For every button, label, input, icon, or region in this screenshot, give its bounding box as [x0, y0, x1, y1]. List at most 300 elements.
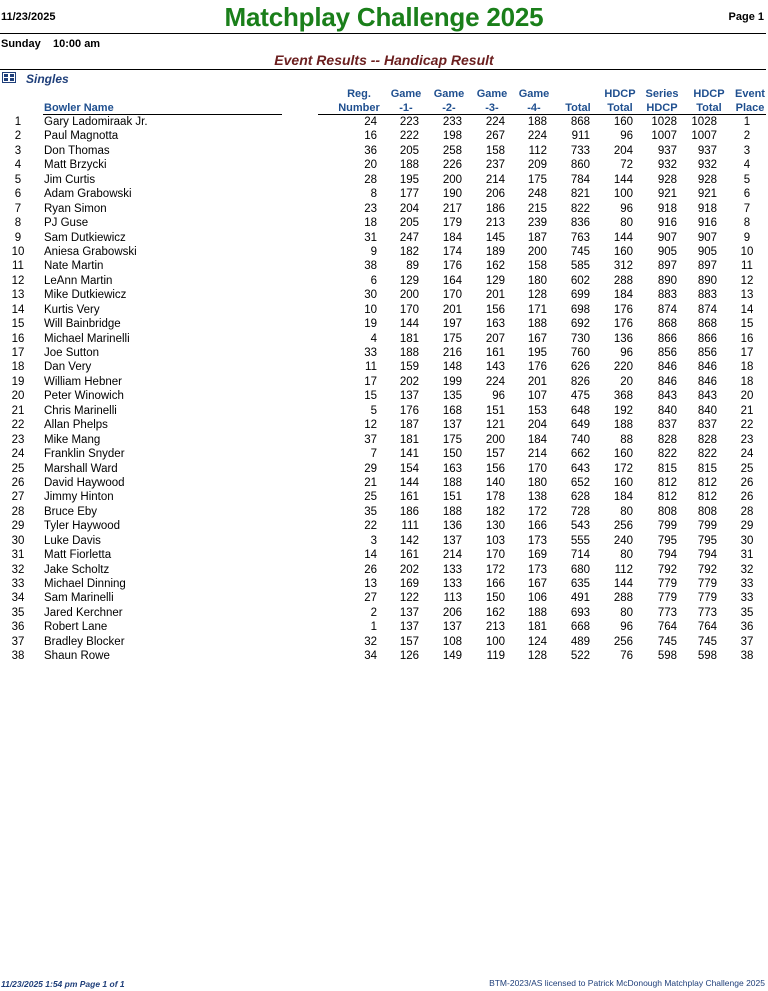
hdcp-total2-cell: 916: [697, 217, 717, 230]
game2-cell: 170: [442, 289, 462, 302]
total-cell: 491: [570, 592, 590, 605]
event-place-cell: 13: [740, 289, 754, 302]
hdcp-total-cell: 312: [613, 260, 633, 273]
series-hdcp-cell: 866: [657, 332, 677, 345]
game3-cell: 178: [485, 491, 505, 504]
hdcp-total-cell: 80: [620, 217, 633, 230]
event-place-cell: 24: [740, 448, 754, 461]
reg-number-cell: 28: [364, 173, 377, 186]
reg-number-cell: 37: [364, 433, 377, 446]
game4-cell: 209: [527, 159, 547, 172]
game1-cell: 137: [399, 390, 419, 403]
report-time: 10:00 am: [53, 38, 101, 50]
hdcp-total2-cell: 779: [697, 592, 717, 605]
game4-cell: 106: [527, 592, 547, 605]
hdcp-total-cell: 160: [613, 116, 633, 128]
hdcp-total-cell: 100: [613, 188, 633, 201]
place-cell: 25: [11, 462, 25, 475]
grid-icon: [2, 72, 16, 83]
hdcp-total-cell: 192: [613, 404, 633, 417]
event-place-cell: 5: [743, 173, 751, 186]
table-row: [0, 173, 768, 187]
hdcp-total2-cell: 937: [697, 144, 717, 157]
reg-number-cell: 14: [364, 549, 377, 562]
game3-cell: 150: [485, 592, 505, 605]
game1-cell: 159: [399, 361, 419, 374]
game4-cell: 180: [527, 476, 547, 489]
report-subtitle: Event Results -- Handicap Result: [274, 52, 494, 68]
hdcp-total2-cell: 815: [697, 462, 717, 475]
bowler-name-cell: Peter Winowich: [44, 390, 124, 403]
hdcp-total2-cell: 905: [697, 245, 717, 258]
reg-number-cell: 31: [364, 231, 377, 244]
total-cell: 692: [570, 318, 590, 331]
table-row: [0, 129, 768, 143]
game3-cell: 130: [485, 520, 505, 533]
hdcp-total-cell: 176: [613, 303, 633, 316]
table-row: [0, 433, 768, 447]
bowler-name-cell: Sam Marinelli: [44, 592, 114, 605]
game4-cell: 176: [527, 361, 547, 374]
table-row: [0, 591, 768, 605]
series-hdcp-cell: 1028: [651, 116, 677, 128]
game1-cell: 188: [399, 347, 419, 359]
reg-number-cell: 19: [364, 318, 377, 331]
hdcp-total-cell: 96: [620, 347, 633, 359]
reg-number-cell: 15: [364, 390, 377, 403]
reg-number-cell: 12: [364, 419, 377, 432]
place-cell: 9: [14, 231, 22, 244]
game4-cell: 173: [527, 563, 547, 576]
hdcp-total2-cell: 921: [697, 188, 717, 201]
table-row: [0, 620, 768, 634]
total-cell: 836: [570, 217, 590, 230]
game4-cell: 214: [527, 448, 547, 461]
place-cell: 24: [11, 448, 25, 461]
hdcp-total2-cell: 745: [697, 635, 717, 648]
series-hdcp-cell: 812: [657, 476, 677, 489]
game4-cell: 188: [527, 116, 547, 128]
footer-timestamp: 11/23/2025 1:54 pm Page 1 of 1: [1, 979, 125, 989]
series-hdcp-cell: 868: [657, 318, 677, 331]
total-cell: 626: [570, 361, 590, 374]
hdcp-total-cell: 76: [620, 650, 633, 663]
place-cell: 37: [11, 635, 25, 648]
hdcp-total2-cell: 846: [697, 375, 717, 388]
table-row: [0, 635, 768, 649]
game3-cell: 156: [485, 462, 505, 475]
hdcp-total-cell: 144: [613, 231, 633, 244]
game1-cell: 205: [399, 217, 419, 230]
game2-cell: 175: [442, 332, 462, 345]
event-place-cell: 9: [743, 231, 751, 244]
hdcp-total-cell: 80: [620, 505, 633, 518]
col-game3-line2: -3-: [485, 102, 499, 114]
series-hdcp-cell: 828: [657, 433, 677, 446]
series-hdcp-cell: 928: [657, 173, 677, 186]
place-cell: 21: [11, 404, 25, 417]
hdcp-total2-cell: 792: [697, 563, 717, 576]
game1-cell: 129: [399, 274, 419, 287]
total-cell: 649: [570, 419, 590, 432]
reg-number-cell: 35: [364, 505, 377, 518]
hdcp-total-cell: 88: [620, 433, 633, 446]
series-hdcp-cell: 856: [657, 347, 677, 359]
hdcp-total-cell: 256: [613, 635, 633, 648]
event-place-cell: 29: [740, 520, 754, 533]
game4-cell: 167: [527, 332, 547, 345]
event-place-cell: 8: [743, 217, 751, 230]
game4-cell: 195: [527, 347, 547, 359]
game3-cell: 157: [485, 448, 505, 461]
hdcp-total2-cell: 868: [697, 318, 717, 331]
game4-cell: 187: [527, 231, 547, 244]
game2-cell: 163: [442, 462, 462, 475]
event-place-cell: 18: [740, 361, 754, 374]
game2-cell: 198: [442, 130, 462, 143]
bowler-name-cell: Michael Marinelli: [44, 332, 130, 345]
place-cell: 17: [11, 347, 25, 359]
game4-cell: 188: [527, 606, 547, 619]
game2-cell: 179: [442, 217, 462, 230]
bowler-name-cell: Dan Very: [44, 361, 92, 374]
place-cell: 12: [11, 274, 25, 287]
total-cell: 628: [570, 491, 590, 504]
game1-cell: 188: [399, 159, 419, 172]
hdcp-total2-cell: 1028: [691, 116, 717, 128]
col-game3-line1: Game: [476, 88, 508, 100]
game4-cell: 181: [527, 621, 547, 634]
reg-number-cell: 32: [364, 635, 377, 648]
bowler-name-cell: Nate Martin: [44, 260, 104, 273]
event-place-cell: 35: [740, 606, 754, 619]
bowler-name-cell: David Haywood: [44, 476, 125, 489]
hdcp-total2-cell: 799: [697, 520, 717, 533]
game1-cell: 161: [399, 549, 419, 562]
event-place-cell: 10: [740, 245, 754, 258]
event-place-cell: 1: [743, 116, 751, 128]
table-row: [0, 216, 768, 230]
game3-cell: 129: [485, 274, 505, 287]
series-hdcp-cell: 846: [657, 375, 677, 388]
bowler-name-cell: William Hebner: [44, 375, 122, 388]
reg-number-cell: 5: [370, 404, 377, 417]
total-cell: 489: [570, 635, 590, 648]
hdcp-total-cell: 160: [613, 245, 633, 258]
game1-cell: 137: [399, 621, 419, 634]
game3-cell: 224: [485, 375, 505, 388]
reg-number-cell: 36: [364, 144, 377, 157]
series-hdcp-cell: 837: [657, 419, 677, 432]
bowler-name-cell: Jake Scholtz: [44, 563, 110, 576]
hdcp-total-cell: 160: [613, 476, 633, 489]
place-cell: 28: [11, 505, 25, 518]
total-cell: 860: [570, 159, 590, 172]
game1-cell: 182: [399, 245, 419, 258]
game3-cell: 224: [485, 116, 505, 128]
section-label: Singles: [26, 72, 69, 86]
reg-number-cell: 13: [364, 578, 377, 590]
report-day: Sunday: [1, 38, 41, 50]
game2-cell: 214: [442, 549, 462, 562]
hdcp-total2-cell: 890: [697, 274, 717, 287]
col-series-line2: HDCP: [646, 102, 678, 114]
game2-cell: 137: [442, 621, 462, 634]
table-row: [0, 447, 768, 461]
col-place-line1: Event: [735, 88, 765, 100]
reg-number-cell: 26: [364, 563, 377, 576]
hdcp-total-cell: 72: [620, 159, 633, 172]
col-hdcp-line1: HDCP: [604, 88, 636, 100]
reg-number-cell: 23: [364, 202, 377, 215]
game4-cell: 175: [527, 173, 547, 186]
game1-cell: 141: [399, 448, 419, 461]
reg-number-cell: 25: [364, 491, 377, 504]
event-place-cell: 30: [740, 534, 754, 547]
series-hdcp-cell: 918: [657, 202, 677, 215]
hdcp-total2-cell: 843: [697, 390, 717, 403]
series-hdcp-cell: 890: [657, 274, 677, 287]
game1-cell: 144: [399, 318, 419, 331]
hdcp-total2-cell: 812: [697, 476, 717, 489]
total-cell: 680: [570, 563, 590, 576]
series-hdcp-cell: 932: [657, 159, 677, 172]
hdcp-total2-cell: 808: [697, 505, 717, 518]
bowler-name-cell: Luke Davis: [44, 534, 101, 547]
hdcp-total-cell: 368: [613, 390, 633, 403]
place-cell: 5: [14, 173, 22, 186]
event-place-cell: 25: [740, 462, 754, 475]
reg-number-cell: 1: [370, 621, 377, 634]
game1-cell: 187: [399, 419, 419, 432]
series-hdcp-cell: 779: [657, 592, 677, 605]
reg-number-cell: 38: [364, 260, 377, 273]
table-row: [0, 490, 768, 504]
reg-number-cell: 3: [370, 534, 377, 547]
table-row: [0, 577, 768, 591]
event-place-cell: 33: [740, 592, 754, 605]
total-cell: 699: [570, 289, 590, 302]
game1-cell: 154: [399, 462, 419, 475]
reg-number-cell: 24: [364, 116, 377, 128]
table-row: [0, 231, 768, 245]
game4-cell: 180: [527, 274, 547, 287]
col-game2-line1: Game: [433, 88, 465, 100]
report-date: 11/23/2025: [1, 11, 56, 23]
hdcp-total-cell: 204: [613, 144, 633, 157]
game1-cell: 142: [399, 534, 419, 547]
place-cell: 36: [11, 621, 25, 634]
total-cell: 728: [570, 505, 590, 518]
game3-cell: 145: [485, 231, 505, 244]
game2-cell: 184: [442, 231, 462, 244]
table-row: [0, 317, 768, 331]
game3-cell: 100: [485, 635, 505, 648]
reg-number-cell: 6: [370, 274, 377, 287]
game3-cell: 158: [485, 144, 505, 157]
reg-number-cell: 11: [365, 361, 377, 374]
reg-number-cell: 10: [364, 303, 377, 316]
table-row: [0, 418, 768, 432]
total-cell: 693: [570, 606, 590, 619]
hdcp-total2-cell: 828: [697, 433, 717, 446]
col-hdcp-total-2: [689, 87, 729, 115]
table-row: [0, 649, 768, 663]
hdcp-total-cell: 144: [613, 173, 633, 186]
hdcp-total2-cell: 822: [697, 448, 717, 461]
game2-cell: 175: [442, 433, 462, 446]
col-game1-line2: -1-: [399, 102, 413, 114]
total-cell: 911: [571, 130, 590, 143]
event-place-cell: 38: [740, 650, 754, 663]
game4-cell: 204: [527, 419, 547, 432]
hdcp-total2-cell: 897: [697, 260, 717, 273]
game2-cell: 176: [442, 260, 462, 273]
game4-cell: 167: [527, 578, 547, 590]
hdcp-total-cell: 176: [613, 318, 633, 331]
hdcp-total-cell: 256: [613, 520, 633, 533]
game1-cell: 222: [399, 130, 419, 143]
table-row: [0, 462, 768, 476]
event-place-cell: 7: [743, 202, 751, 215]
series-hdcp-cell: 794: [657, 549, 677, 562]
game1-cell: 161: [399, 491, 419, 504]
game4-cell: 170: [527, 462, 547, 475]
hdcp-total-cell: 136: [613, 332, 633, 345]
col-series-line1: Series: [645, 88, 679, 100]
hdcp-total-cell: 144: [613, 578, 633, 590]
total-cell: 522: [570, 650, 590, 663]
hdcp-total-cell: 80: [620, 606, 633, 619]
col-series-hdcp: [641, 87, 683, 115]
bowler-name-cell: Joe Sutton: [44, 347, 99, 359]
table-row: [0, 563, 768, 577]
bowler-name-cell: Matt Brzycki: [44, 159, 107, 172]
game1-cell: 157: [399, 635, 419, 648]
game4-cell: 200: [527, 245, 547, 258]
hdcp-total2-cell: 932: [697, 159, 717, 172]
total-cell: 868: [570, 116, 590, 128]
bowler-name-cell: Jimmy Hinton: [44, 491, 114, 504]
game1-cell: 181: [399, 433, 419, 446]
event-place-cell: 6: [743, 188, 751, 201]
place-cell: 11: [12, 260, 24, 273]
reg-number-cell: 16: [364, 130, 377, 143]
hdcp-total2-cell: 1007: [691, 130, 717, 143]
event-place-cell: 31: [740, 549, 754, 562]
place-cell: 2: [14, 130, 22, 143]
table-row: [0, 187, 768, 201]
series-hdcp-cell: 792: [657, 563, 677, 576]
series-hdcp-cell: 795: [657, 534, 677, 547]
place-cell: 7: [14, 202, 22, 215]
place-cell: 23: [11, 433, 25, 446]
table-row: [0, 144, 768, 158]
game3-cell: 119: [486, 650, 505, 663]
total-cell: 602: [570, 274, 590, 287]
game1-cell: 195: [399, 173, 419, 186]
total-cell: 740: [570, 433, 590, 446]
game3-cell: 213: [485, 217, 505, 230]
bowler-name-cell: Jared Kerchner: [44, 606, 123, 619]
game4-cell: 128: [527, 289, 547, 302]
place-cell: 19: [11, 375, 25, 388]
bowler-name-cell: Mike Dutkiewicz: [44, 289, 127, 302]
game4-cell: 172: [527, 505, 547, 518]
col-game-2: [429, 87, 469, 115]
reg-number-cell: 27: [364, 592, 377, 605]
reg-number-cell: 9: [370, 245, 377, 258]
game2-cell: 201: [442, 303, 462, 316]
game1-cell: 122: [399, 592, 419, 605]
bowler-name-cell: Aniesa Grabowski: [44, 245, 137, 258]
game1-cell: 111: [401, 520, 419, 533]
bowler-name-cell: Adam Grabowski: [44, 188, 132, 201]
game3-cell: 186: [485, 202, 505, 215]
place-cell: 1: [14, 116, 22, 128]
hdcp-total-cell: 96: [620, 202, 633, 215]
game3-cell: 140: [485, 476, 505, 489]
hdcp-total2-cell: 883: [697, 289, 717, 302]
table-row: [0, 288, 768, 302]
total-cell: 635: [570, 578, 590, 590]
col-hdcp-total: [600, 87, 640, 115]
game2-cell: 150: [442, 448, 462, 461]
table-row: [0, 505, 768, 519]
hdcp-total2-cell: 795: [697, 534, 717, 547]
place-cell: 22: [11, 419, 25, 432]
place-cell: 3: [14, 144, 22, 157]
bowler-name-cell: LeAnn Martin: [44, 274, 113, 287]
results-table: [0, 115, 768, 664]
game3-cell: 207: [485, 332, 505, 345]
col-hdcp2-line1: HDCP: [693, 88, 725, 100]
place-cell: 35: [11, 606, 25, 619]
table-row: [0, 303, 768, 317]
total-cell: 821: [570, 188, 590, 201]
game4-cell: 215: [527, 202, 547, 215]
total-cell: 662: [570, 448, 590, 461]
reg-number-cell: 17: [364, 375, 377, 388]
game3-cell: 163: [485, 318, 505, 331]
hdcp-total2-cell: 764: [697, 621, 717, 634]
hdcp-total2-cell: 918: [697, 202, 717, 215]
game2-cell: 137: [442, 419, 462, 432]
game1-cell: 181: [399, 332, 419, 345]
hdcp-total2-cell: 779: [697, 578, 717, 590]
bowler-name-cell: Jim Curtis: [44, 173, 96, 186]
series-hdcp-cell: 897: [657, 260, 677, 273]
place-cell: 32: [11, 563, 25, 576]
game2-cell: 233: [442, 116, 462, 128]
game1-cell: 205: [399, 144, 419, 157]
event-place-cell: 18: [740, 375, 754, 388]
hdcp-total2-cell: 840: [697, 404, 717, 417]
hdcp-total2-cell: 856: [697, 347, 717, 359]
game2-cell: 174: [442, 245, 462, 258]
col-hdcp-line2: Total: [607, 102, 633, 114]
game4-cell: 173: [527, 534, 547, 547]
game3-cell: 103: [485, 534, 505, 547]
total-cell: 652: [570, 476, 590, 489]
game3-cell: 237: [485, 159, 505, 172]
bowler-name-cell: Tyler Haywood: [44, 520, 121, 533]
bowler-name-cell: Chris Marinelli: [44, 404, 117, 417]
hdcp-total-cell: 112: [614, 563, 633, 576]
hdcp-total2-cell: 874: [697, 303, 717, 316]
game4-cell: 112: [528, 144, 547, 157]
total-cell: 555: [570, 534, 590, 547]
